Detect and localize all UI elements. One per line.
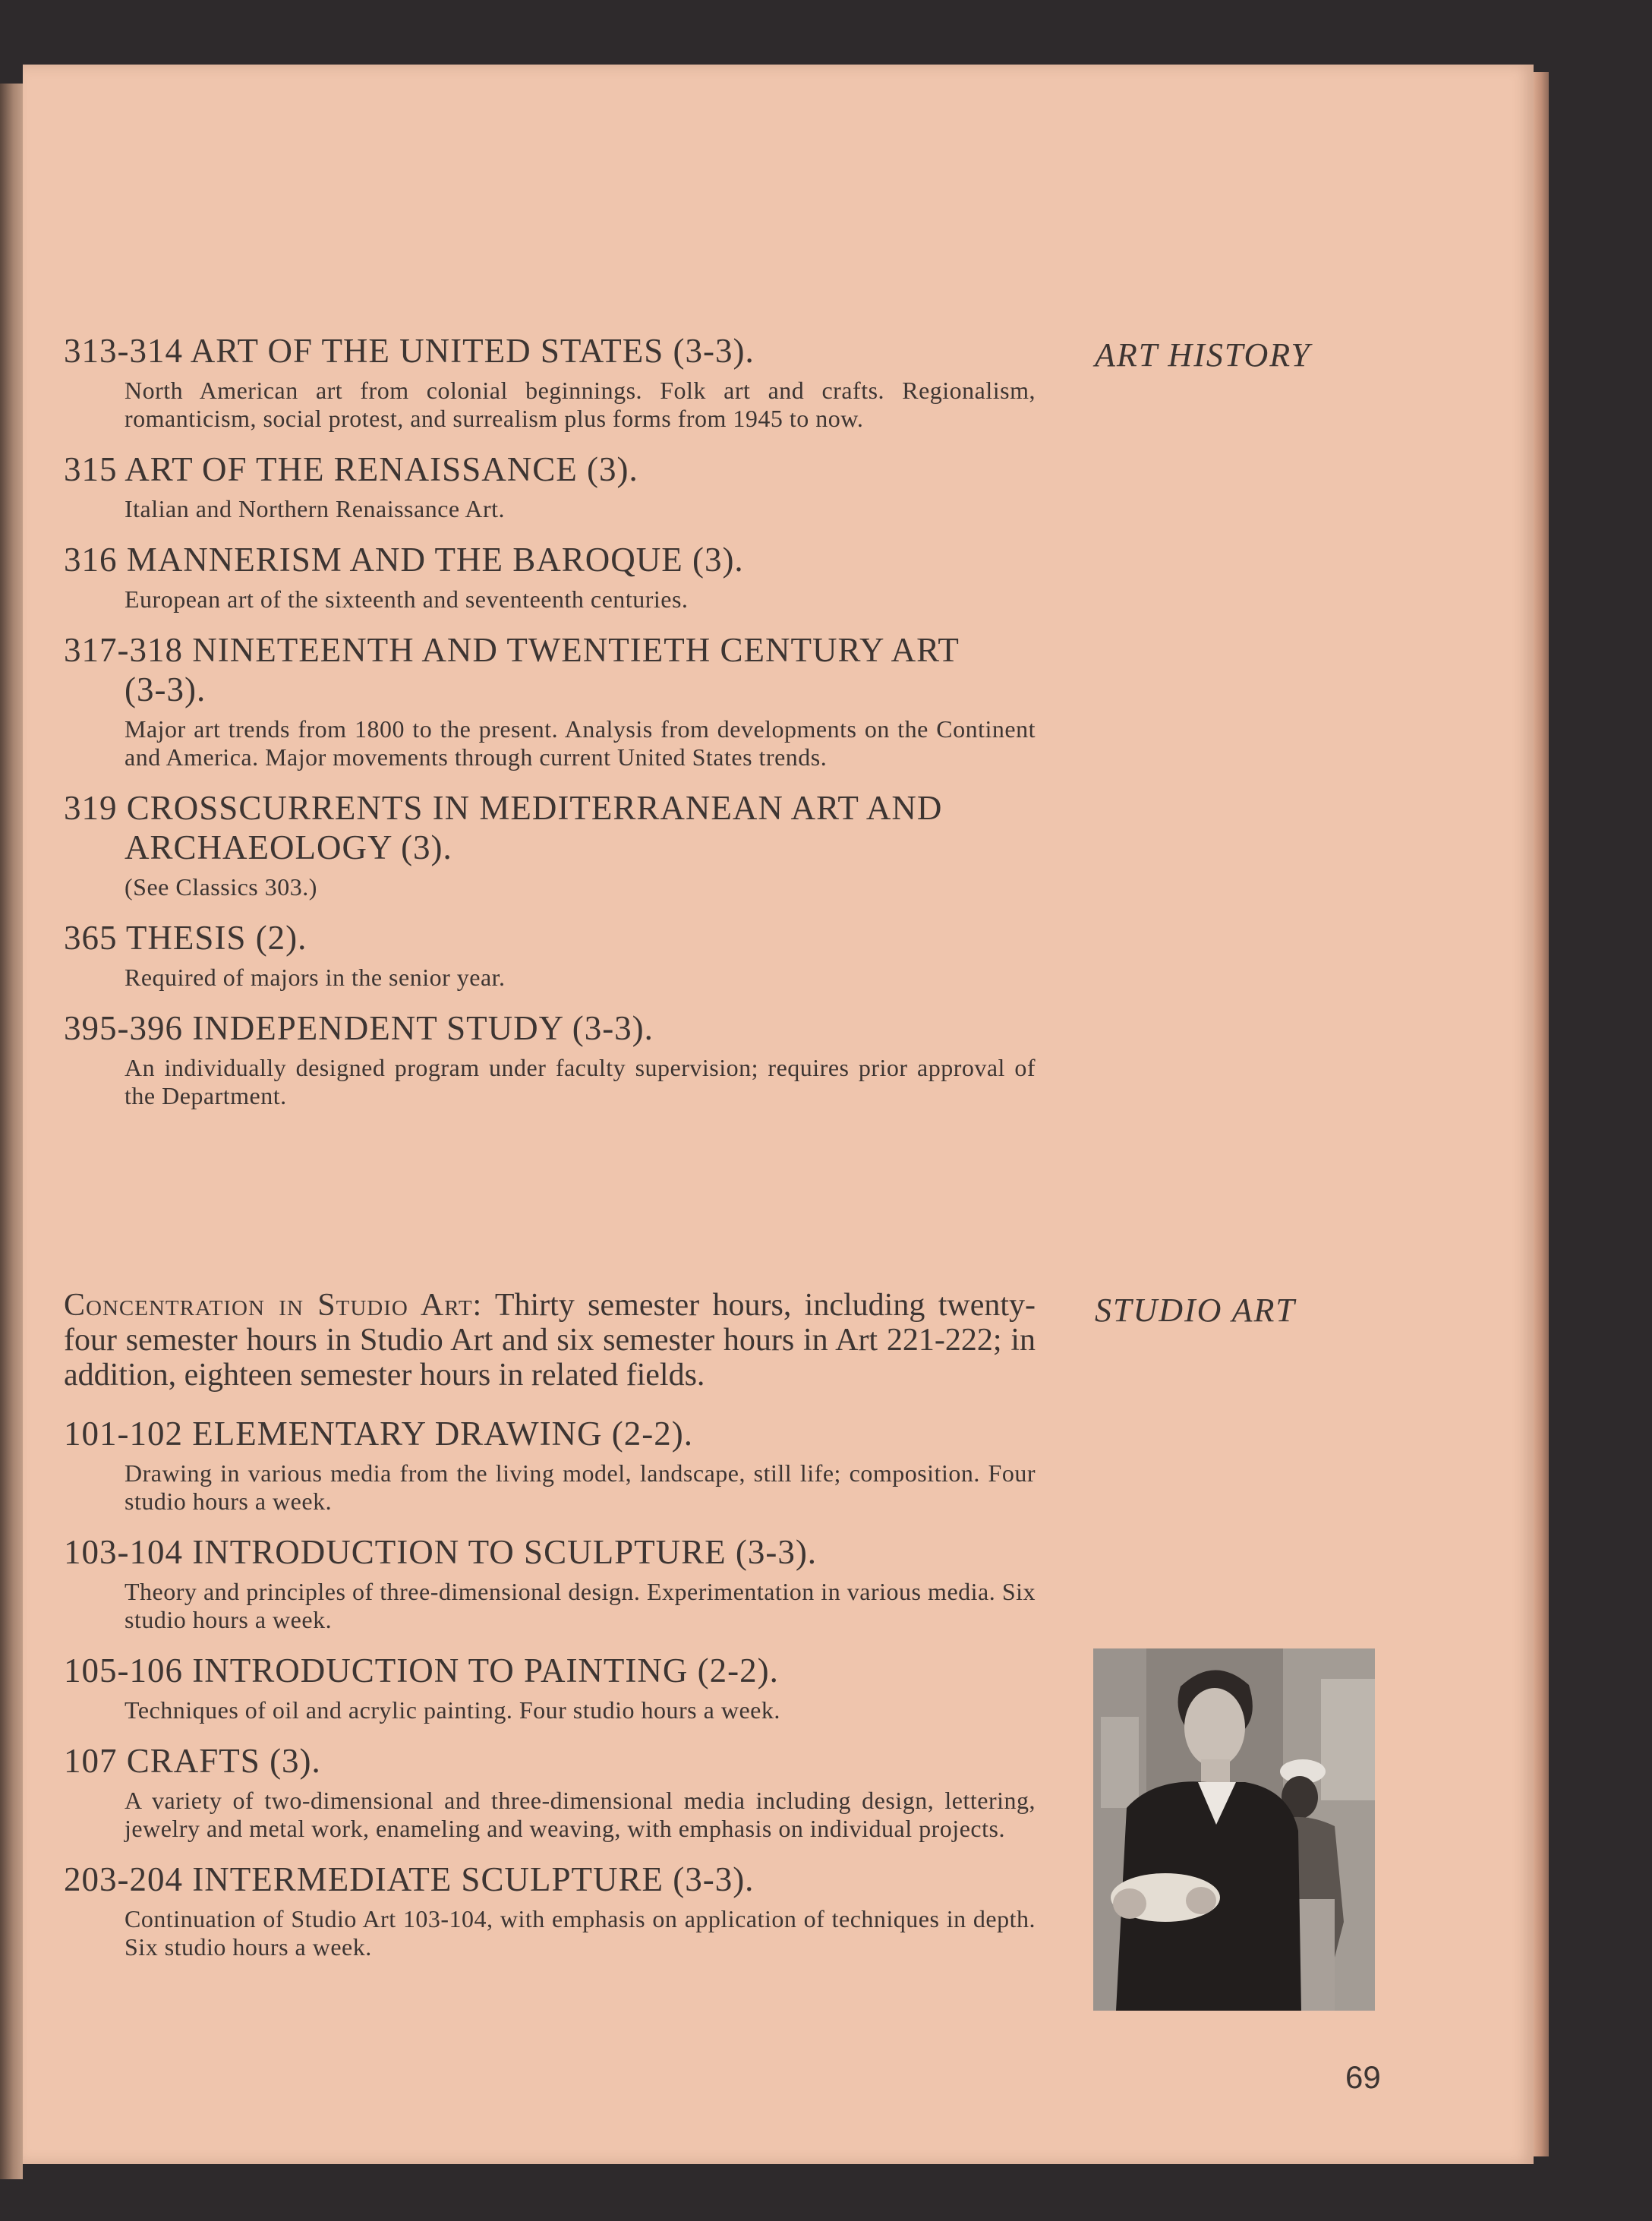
course-description: Techniques of oil and acrylic painting. Four studio hours a week. xyxy=(125,1696,780,1724)
art-history-course-list xyxy=(64,331,1036,1127)
course-title: 395-396 INDEPENDENT STUDY (3-3). xyxy=(64,1009,654,1047)
section-heading-studio-art: STUDIO ART xyxy=(1095,1292,1296,1329)
course-description: (See Classics 303.) xyxy=(125,873,317,901)
course-description: European art of the sixteenth and seventeenth centuries. xyxy=(125,585,689,613)
course-title: 103-104 INTRODUCTION TO SCULPTURE (3-3). xyxy=(64,1533,818,1571)
course-description: Drawing in various media from the living model, landscape, still life; composition. Four studio hours a week. xyxy=(125,1459,1036,1515)
course-title: 105-106 INTRODUCTION TO PAINTING (2-2). xyxy=(64,1652,779,1689)
course-title: 319 CROSSCURRENTS IN MEDITERRANEAN ART AND ARCHAEOLOGY (3). xyxy=(64,789,943,866)
course-title: 365 THESIS (2). xyxy=(64,919,307,957)
course-title: 315 ART OF THE RENAISSANCE (3). xyxy=(64,450,638,488)
page-number: 69 xyxy=(1345,2059,1381,2095)
course-entry xyxy=(64,1532,1036,1634)
course-description: Theory and principles of three-dimensional design. Experimentation in various media. Six studio hours a week. xyxy=(125,1578,1036,1633)
course-entry xyxy=(64,450,1036,523)
course-entry xyxy=(64,1414,1036,1516)
course-entry xyxy=(64,1651,1036,1724)
course-entry xyxy=(64,788,1036,901)
concentration-requirements xyxy=(64,1288,1036,1393)
course-description: North American art from colonial beginnings. Folk art and crafts. Regionalism, romanticism, social protest, and surrealism plus forms from 1945 to now. xyxy=(125,377,1036,432)
course-entry xyxy=(64,1008,1036,1110)
course-title: 317-318 NINETEENTH AND TWENTIETH CENTURY ART (3-3). xyxy=(64,631,960,708)
course-entry xyxy=(64,630,1036,771)
course-title: 107 CRAFTS (3). xyxy=(64,1742,321,1780)
course-entry xyxy=(64,1860,1036,1961)
studio-art-course-list xyxy=(64,1288,1036,1978)
book-gutter xyxy=(0,84,23,2179)
course-entry xyxy=(64,918,1036,992)
course-entry xyxy=(64,331,1036,433)
course-title: 101-102 ELEMENTARY DRAWING (2-2). xyxy=(64,1415,694,1453)
course-description: Major art trends from 1800 to the present. Analysis from developments on the Continent and America. Major movements through current United States trends. xyxy=(125,715,1036,771)
course-entry xyxy=(64,540,1036,614)
page-edge xyxy=(1534,72,1549,2156)
course-title: 316 MANNERISM AND THE BAROQUE (3). xyxy=(64,541,744,579)
course-title: 313-314 ART OF THE UNITED STATES (3-3). xyxy=(64,332,755,370)
course-description: An individually designed program under faculty supervision; requires prior approval of the Department. xyxy=(125,1054,1036,1109)
course-description: A variety of two-dimensional and three-dimensional media including design, lettering, jewelry and metal work, enameling and weaving, with emphasis on individual projects. xyxy=(125,1787,1036,1842)
course-description: Italian and Northern Renaissance Art. xyxy=(125,495,505,522)
student-photograph xyxy=(1093,1648,1375,2011)
course-description: Required of majors in the senior year. xyxy=(125,964,506,991)
course-title: 203-204 INTERMEDIATE SCULPTURE (3-3). xyxy=(64,1860,755,1898)
section-heading-art-history: ART HISTORY xyxy=(1095,336,1311,374)
course-entry xyxy=(64,1741,1036,1843)
course-description: Continuation of Studio Art 103-104, with emphasis on application of techniques in depth. Six studio hours a week. xyxy=(125,1905,1036,1961)
concentration-label: Concentration in Studio Art: xyxy=(64,1288,483,1323)
concentration-text: Thirty semester hours, including twenty-four semester hours in Studio Art and six semester hours in Art 221-222; in addition, eighteen semester hours in related fields. xyxy=(64,1288,1036,1393)
